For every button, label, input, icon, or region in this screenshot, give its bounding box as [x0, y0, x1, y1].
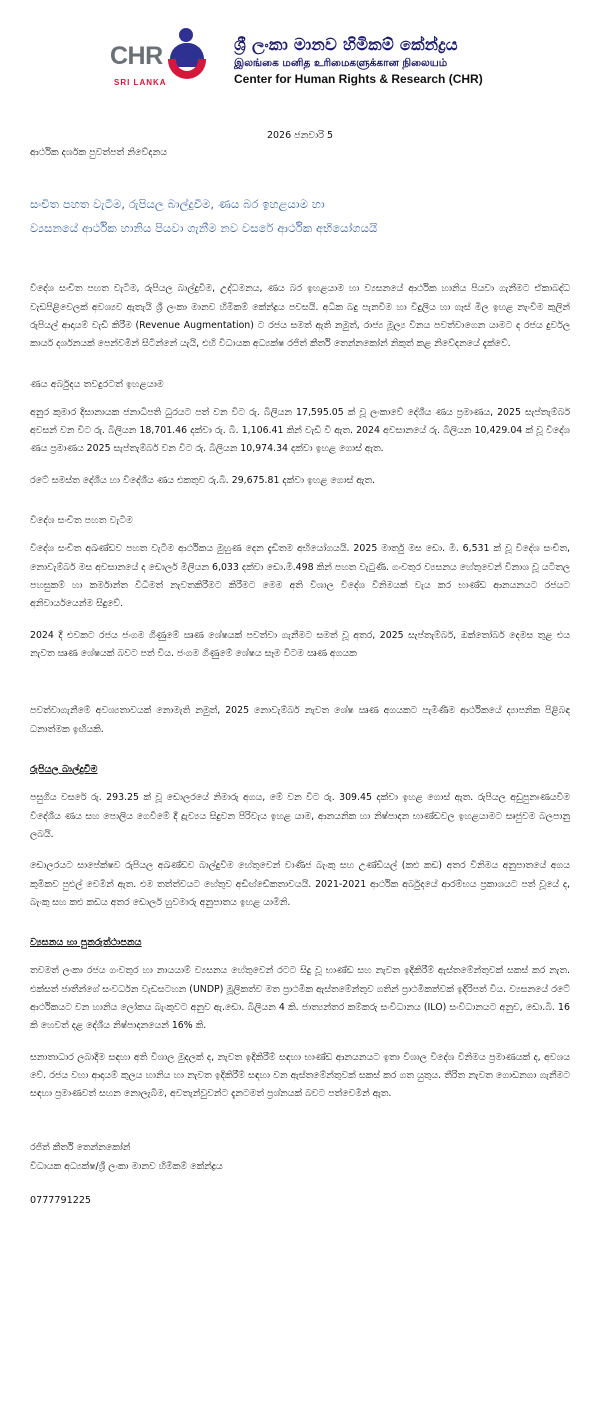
column-break-gap	[30, 676, 570, 702]
section-heading-disaster: ව්‍යසනය හා පුනරුත්ථාපනය	[30, 937, 142, 949]
section-rupee-paragraph-2: ඩොලරයට සාපේක්ෂව රුපියල අඛණ්ඩව බාල්දුවීම හේතුවෙන් වාණිජ බැංකු සහ උණ්ඩියල් (කළු කඩ) අතර විනිමය අනුපාතයේ අගය කුමිකව පුළුල් වෙමින් ඇත. එම තත්ත්වයට හේතුව අඩිඟ්ඩේකතාවයයි. 2021-2021 ආර්ථික අර්බුදයේ ආරම්භය ප්‍රකාශයට පත් වූයේ ද, බැංකු සහ කළු කඩය අතර ඩොලර් හුවමාරු අනුපාතය ඉහළ යාමිනි.	[30, 860, 570, 908]
headline-line-2: ව්‍යසනයේ ආර්ථික හානිය පියවා ගැනීම නව වසරේ ආර්ථික අභියෝගයයි	[30, 221, 378, 236]
human-figure-icon	[170, 28, 204, 80]
org-name-english: Center for Human Rights & Research (CHR)	[234, 72, 483, 87]
letterhead-text	[234, 35, 483, 88]
org-name-tamil: இலங்கை மனித உரிமைகளுக்கான நிலையம்	[234, 57, 448, 70]
section-rupee-paragraph-1: පසුගිය වසරේ රු. 293.25 ක් වූ ඩොලරයේ නිමාරු අගය, මේ වන විට රු. 309.45 දක්වා ඉහළ ගොස් ඇත. රුපියල අඩුපුනඃණයවීම විදේශීය ණය සහ පොලිය ගෙවීමේ දී ද්‍රැව්‍යය සිදුවන පිරිවැය ඉහළ යාම, ආනයනික හා නිෂ්පාදන භාණ්ඩවල ඉහළයාමට සෘජුවම බලපානු ලබයි.	[30, 792, 570, 840]
section-heading-debt: ණය අර්බුදය තවදුරටත් ඉහළයාම	[30, 378, 164, 390]
page-title	[30, 192, 570, 240]
section-disaster-paragraph-1: තවමත් ලංකා රජය ගංවතුර හා නායයාම් ව්‍යසනය හේතුවෙන් රටට සිදු වූ භාණ්ඩ සහ නැවත ඉදිකිරීම් ඇස්තමේන්තුවක් සකස් කර නැත. එක්සත් ජාතීන්ගේ සංවර්ධන වැඩසටහන (UNDP) මූලිකත්ව මත ප්‍රාථමික ඇස්තමේන්තුව ගතින් ප්‍රාථමිකත්වක් ඉදිරිපත් විය. ව්‍යසනයේ රටේ ආර්ථිකයට වන හානිය ලෝකය බැංකුවට අනුව ඇ.ඩො. බිලියන 4 කි. ජාත්‍යන්තර කම්කරු සංවිධානය (ILO) සංවිධානයට අනුව, ඩො.බි. 16 කි හෙවත් දළ දේශීය නිෂ්පාදනයෙන් 16% කි.	[30, 965, 570, 1032]
chr-logo	[108, 22, 220, 100]
signoff-phone: 0777791225	[30, 1195, 92, 1207]
headline-line-1: සංචිත පහත වැටීම, රුපියල බාල්දුවීම, ණය බර ඉහළයාම හා	[30, 197, 325, 211]
section-debt-paragraph-1: අනුර කුමාර දිසානායක ජනාධිපති ධුරයට පත් වන විට රු. බිලියන 17,595.05 ක් වූ ලංකාවේ දේශීය ණය ප්‍රමාණය, 2025 සැප්තැම්බර් අවසන් වන විට රු. බිලියන 18,701.46 දක්වා රු. බි. 1,106.41 කින් වැඩි වී ඇත. 2024 අවසානයේ රු. බිලියන 10,429.04 ක් වූ විදේශ ණය ප්‍රමාණය 2025 සැප්තැම්බර් වන විට රු. බිලියන 10,974.34 දක්වා ඉහළ ගොස් ඇත.	[30, 406, 570, 455]
signoff-block	[30, 1138, 570, 1212]
section-disaster-paragraph-2: සනාතාධාර ලබාදීම සඳහා අති විශාල මුදලක් ද, නැවත ඉදිකිරීම් සඳහා භාණ්ඩ ආනයනයට ඉතා විශාල විදේශ විනිමය ප්‍රමාණයක් ද, අවශය වේ. රජය වහා ආදායම් කුලය හානිය හා නැවත ඉදිකිරීම් සඳහා වන ඇස්තමේන්තුවක් සකස් කර ගත යුතුය. තීරිත නැවත ගොඩනගා ගැනීමට සඳහා ප්‍රමාණවත් සහන නොලැබීම, අවතැන්වුවන්ට දැනටමත් ප්‍රශ්නයක් බවට පත්වෙමින් ඇත.	[30, 1051, 570, 1100]
logo-subtext: SRI LANKA	[114, 78, 167, 87]
signoff-name: රජිත් කීර්ති තෙන්නකෝන්	[30, 1141, 131, 1153]
letterhead	[30, 22, 570, 100]
section-reserves-paragraph-2: 2024 දී එවකට රජය ජංගම ගිණුමේ ඍණ ශේෂයක් පවත්වා ගැනීමට සමත් වූ අතර, 2025 සැප්තැම්බර්, ඔක්තෝබර් දෙමස තුළ එය නැවත ඍණ ශේෂයක් බවට පත් විය. ජංගම ගිණුමේ ශේෂය සෑම විටම ඍණ අගයක	[30, 629, 570, 659]
signoff-title: විධායක අධ්‍යක්ෂ/ශ්‍රී ලංකා මානව හිමිකම් කේන්ද්‍රය	[30, 1161, 223, 1173]
figure-arc-shape	[168, 59, 206, 79]
document-kind: ආර්ථික දර්ශක පුවත්පත් නිවේදනය	[30, 147, 168, 158]
section-heading-rupee: රුපියල බාල්දුවීම	[30, 763, 98, 775]
document-date: 2026 ජනවාරි 5	[266, 130, 334, 141]
section-debt-paragraph-2: රටේ සමස්ත දේශීය හා විදේශීය ණය එකතුව රු.බි. 29,675.81 දක්වා ඉහළ ගොස් ඇත.	[30, 474, 376, 486]
section-reserves-paragraph-1: විදේශ සංචිත අඛණ්ඩව පහත වැටීම ආර්ථිකය මුහුණ දෙන දැඩිතම අභියෝගයයි. 2025 මාර්තු මස ඩො. මි. 6,531 ක් වූ විදේශ සංචිත, නොවැම්බර් මස අවසානයේ ද ඩොලර් මිලියන 6,033 දක්වා ඩො.මි.498 කින් පහත වැටුණි. ගංවතුර ව්‍යසනය හේතුවෙන් විනාශ වූ යටිතල පහසුකම් හා කර්මාන්ත විධිමත් නැවතකිරීමට කිරීමට මෙම අති විශාල විදේශ විනිමයක් වැය කර භාණ්ඩ ආනයනයට රජයට අනිවාර්යයෙන්ම සිදුවේ.	[30, 543, 570, 610]
logo-wordmark: CHR	[110, 42, 163, 70]
section-heading-reserves: විදේශ සංචිත පහත වැටීම	[30, 515, 133, 527]
intro-paragraph: විදේශ සංචිත පහත වැටීම, රුපියල බාල්දුවීම, උද්ධමනය, ණය බර ඉහළයාම හා ව්‍යසනයේ ආර්ථික හානිය පියවා ගැනීමට ඒකාබද්ධ වැඩපිළිවෙලක් අවශ්‍යව ඇතැයි ශ්‍රී ලංකා මානව හිමිකම් කේන්ද්‍රය පවසයි. අධික බදු පැනවීම හා විදුලිය හා ගෑස් මිල ඉහළ නැංවීම කුලින් රුපියල් ආදායම් වැඩි කිරීම (Revenue Augmentation) ට රජය සමත් ඇති නමුත්, රාජ්‍ය මූල්‍ය විනය පවත්වාගෙන යාමට ද රජය දුර්වල කාර්ය දර්ශනයක් පෙන්වමින් සිටින්නේ යැයි, එහි විධායක අධ්‍යක්ෂ රජිත් කීර්ති තෙන්නකෝන් නිකුත් කළ නිවේදනයේ දැක්වේ.	[30, 283, 570, 350]
section-reserves-continuation: පවත්වාගැනීමේ අවශ්‍යතාවයක් නොමැති නමුත්, 2025 නොවැම්බර් නැවත ශේෂ ඍණ අගයකට පැමිණීම ආර්ථිකයේ ද්‍යාපනික පිළිබඳ ධනාත්මක ඉඟියකි.	[30, 705, 570, 735]
org-name-sinhala: ශ්‍රී ලංකා මානව හිමිකම් කේන්ද්‍රය	[234, 34, 458, 54]
figure-head-shape	[179, 28, 193, 42]
